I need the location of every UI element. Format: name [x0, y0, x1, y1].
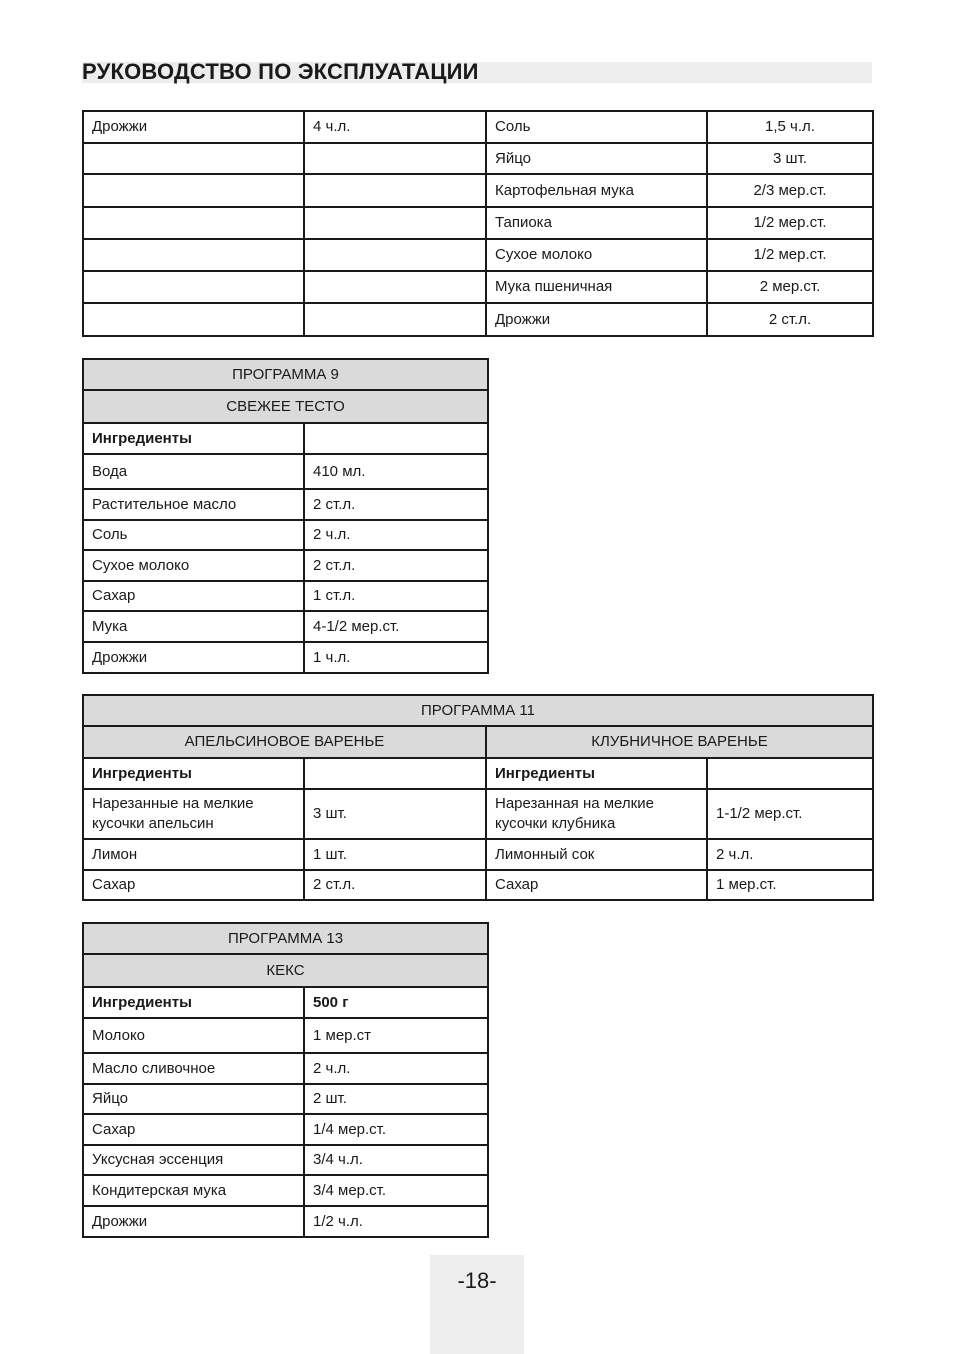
- ingredient-cell: Дрожжи: [83, 111, 304, 143]
- recipe-title-orange: АПЕЛЬСИНОВОЕ ВАРЕНЬЕ: [83, 726, 486, 758]
- amount-cell: 2 ст.л.: [707, 303, 873, 336]
- amount-cell: 2 шт.: [304, 1084, 488, 1114]
- amount-cell: [304, 303, 486, 336]
- ingredient-cell: Нарезанная на мелкие кусочки клубника: [486, 789, 707, 839]
- ingredient-cell: [83, 143, 304, 174]
- amount-cell: 1 мер.ст: [304, 1018, 488, 1053]
- table-row: [83, 550, 488, 581]
- table-row: [83, 581, 488, 611]
- amount-cell: [304, 271, 486, 303]
- table-row: [83, 143, 873, 174]
- amount-header: [304, 423, 488, 454]
- ingredients-header: Ингредиенты: [83, 758, 304, 789]
- ingredient-cell: Масло сливочное: [83, 1053, 304, 1084]
- amount-cell: 4-1/2 мер.ст.: [304, 611, 488, 642]
- amount-cell: 1,5 ч.л.: [707, 111, 873, 143]
- page-number: -18-: [457, 1268, 497, 1293]
- amount-cell: 410 мл.: [304, 454, 488, 489]
- amount-cell: 2 ч.л.: [304, 520, 488, 550]
- program-title: ПРОГРАММА 11: [83, 695, 873, 726]
- ingredient-cell: [83, 303, 304, 336]
- ingredient-cell: Картофельная мука: [486, 174, 707, 207]
- amount-cell: 1 ч.л.: [304, 642, 488, 673]
- table-row: [83, 789, 873, 839]
- ingredient-cell: [83, 271, 304, 303]
- amount-cell: 3 шт.: [707, 143, 873, 174]
- ingredient-cell: Тапиока: [486, 207, 707, 239]
- amount-cell: 1-1/2 мер.ст.: [707, 789, 873, 839]
- ingredient-cell: Нарезанные на мелкие кусочки апельсин: [83, 789, 304, 839]
- amount-cell: 1 ст.л.: [304, 581, 488, 611]
- table-row: [83, 207, 873, 239]
- ingredient-cell: Сахар: [83, 870, 304, 900]
- amount-cell: 1 шт.: [304, 839, 486, 870]
- recipe-title: КЕКС: [83, 954, 488, 987]
- table-row: [83, 642, 488, 673]
- amount-cell: [304, 207, 486, 239]
- amount-header: [304, 758, 486, 789]
- amount-cell: [304, 174, 486, 207]
- amount-cell: 4 ч.л.: [304, 111, 486, 143]
- ingredient-cell: Мука: [83, 611, 304, 642]
- amount-cell: 1/2 мер.ст.: [707, 207, 873, 239]
- recipe-title-strawberry: КЛУБНИЧНОЕ ВАРЕНЬЕ: [486, 726, 873, 758]
- table-row: [83, 489, 488, 520]
- table-row: [83, 1053, 488, 1084]
- table-row: [83, 520, 488, 550]
- ingredient-cell: Лимон: [83, 839, 304, 870]
- amount-cell: 1/2 мер.ст.: [707, 239, 873, 271]
- amount-cell: 2 ч.л.: [707, 839, 873, 870]
- program-title: ПРОГРАММА 9: [83, 359, 488, 390]
- ingredient-cell: Яйцо: [486, 143, 707, 174]
- table-row: [83, 870, 873, 900]
- ingredient-cell: Яйцо: [83, 1084, 304, 1114]
- ingredient-cell: Сахар: [83, 1114, 304, 1145]
- amount-cell: 3/4 мер.ст.: [304, 1175, 488, 1206]
- table-row: [83, 239, 873, 271]
- ingredient-cell: Дрожжи: [486, 303, 707, 336]
- amount-header: [707, 758, 873, 789]
- table-row: [83, 1084, 488, 1114]
- ingredient-cell: [83, 207, 304, 239]
- table-row: [83, 1175, 488, 1206]
- amount-cell: 1 мер.ст.: [707, 870, 873, 900]
- table-row: [83, 1206, 488, 1237]
- table-row: [83, 1018, 488, 1053]
- ingredient-cell: Соль: [486, 111, 707, 143]
- ingredient-cell: Соль: [83, 520, 304, 550]
- table-row: [83, 111, 873, 143]
- ingredient-cell: Дрожжи: [83, 642, 304, 673]
- amount-header: 500 г: [304, 987, 488, 1018]
- ingredients-header: Ингредиенты: [486, 758, 707, 789]
- table-row: [83, 303, 873, 336]
- ingredient-cell: Сахар: [486, 870, 707, 900]
- table-row: [83, 1145, 488, 1175]
- amount-cell: 2 ч.л.: [304, 1053, 488, 1084]
- program-13-table: [82, 922, 489, 1238]
- ingredient-cell: [83, 239, 304, 271]
- ingredient-cell: Молоко: [83, 1018, 304, 1053]
- amount-cell: 2 ст.л.: [304, 489, 488, 520]
- amount-cell: [304, 143, 486, 174]
- amount-cell: 3/4 ч.л.: [304, 1145, 488, 1175]
- program-11-table: [82, 694, 874, 901]
- ingredients-header: Ингредиенты: [83, 987, 304, 1018]
- ingredient-cell: Сухое молоко: [486, 239, 707, 271]
- amount-cell: 3 шт.: [304, 789, 486, 839]
- ingredient-cell: Лимонный сок: [486, 839, 707, 870]
- ingredient-cell: Растительное масло: [83, 489, 304, 520]
- ingredients-header: Ингредиенты: [83, 423, 304, 454]
- table-row: [83, 174, 873, 207]
- table-row: [83, 271, 873, 303]
- amount-cell: 2 ст.л.: [304, 870, 486, 900]
- ingredient-cell: Дрожжи: [83, 1206, 304, 1237]
- amount-cell: 2 ст.л.: [304, 550, 488, 581]
- ingredient-cell: Мука пшеничная: [486, 271, 707, 303]
- amount-cell: 2/3 мер.ст.: [707, 174, 873, 207]
- program-title: ПРОГРАММА 13: [83, 923, 488, 954]
- ingredient-cell: Сахар: [83, 581, 304, 611]
- ingredient-cell: Кондитерская мука: [83, 1175, 304, 1206]
- amount-cell: 2 мер.ст.: [707, 271, 873, 303]
- ingredient-cell: Уксусная эссенция: [83, 1145, 304, 1175]
- amount-cell: [304, 239, 486, 271]
- table-row: [83, 1114, 488, 1145]
- ingredient-cell: Сухое молоко: [83, 550, 304, 581]
- table-row: [83, 454, 488, 489]
- amount-cell: 1/2 ч.л.: [304, 1206, 488, 1237]
- top-ingredients-table: [82, 110, 874, 337]
- amount-cell: 1/4 мер.ст.: [304, 1114, 488, 1145]
- table-row: [83, 839, 873, 870]
- table-row: [83, 611, 488, 642]
- program-9-table: [82, 358, 489, 674]
- recipe-title: СВЕЖЕЕ ТЕСТО: [83, 390, 488, 423]
- ingredient-cell: Вода: [83, 454, 304, 489]
- page-title: РУКОВОДСТВО ПО ЭКСПЛУАТАЦИИ: [82, 59, 479, 84]
- ingredient-cell: [83, 174, 304, 207]
